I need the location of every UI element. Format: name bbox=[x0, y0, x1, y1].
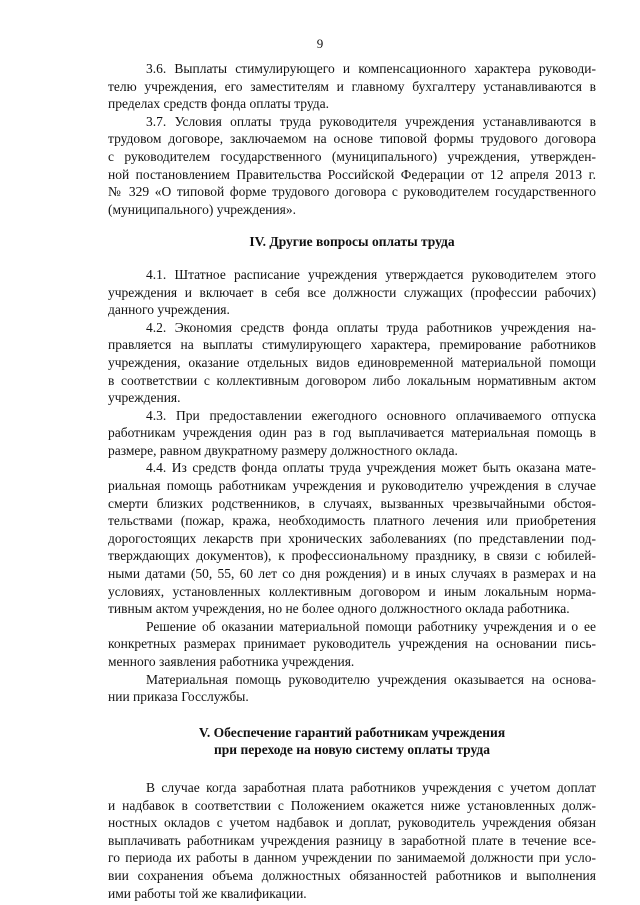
paragraph-line: учреждения и включает в себя все должности служащих (профессии рабочих) bbox=[108, 284, 596, 300]
paragraph-line: 4.2. Экономия средств фонда оплаты труда работников учреждения на- bbox=[146, 319, 596, 335]
paragraph-line: тивным актом учреждения, но не более одного должностного оклада работника. bbox=[108, 601, 570, 617]
paragraph-line: 4.1. Штатное расписание учреждения утверждается руководителем этого bbox=[146, 266, 596, 282]
paragraph-line: риальная помощь работникам учреждения и руководителю учреждения в случае bbox=[108, 478, 596, 494]
paragraph-line: конкретных размерах принимает руководитель учреждения на основании пись- bbox=[108, 636, 596, 652]
heading-line: при переходе на новую систему оплаты труда bbox=[214, 742, 490, 758]
paragraph-line: тельствами (пожар, кража, необходимость платного лечения или приобретения bbox=[108, 513, 596, 529]
paragraph-line: трудовом договоре, заключаемом на основе типовой формы трудового договора bbox=[108, 131, 596, 147]
paragraph-3-6 bbox=[108, 60, 596, 113]
paragraph-line: ими работы той же квалификации. bbox=[108, 885, 307, 901]
paragraph-line: выплачивать работникам учреждения разницу в заработной плате в течение все- bbox=[108, 832, 596, 848]
paragraph-line: Материальная помощь руководителю учреждения оказывается на основа- bbox=[146, 671, 596, 687]
paragraph-line: 4.3. При предоставлении ежегодного основного оплачиваемого отпуска bbox=[146, 407, 596, 423]
paragraph-line: В случае когда заработная плата работников учреждения с учетом доплат bbox=[146, 779, 596, 795]
paragraph-line: учреждения. bbox=[108, 390, 181, 406]
paragraph-3-7 bbox=[108, 113, 596, 219]
paragraph-line: ностных окладов с учетом надбавок и доплат, руководитель учреждения обязан bbox=[108, 815, 596, 831]
paragraph-line: смерти близких родственников, в случаях, вызванных чрезвычайными обстоя- bbox=[108, 495, 596, 511]
paragraph-line: № 329 «О типовой форме трудового договора с руководителем государственного bbox=[108, 184, 596, 200]
paragraph-line: Решение об оказании материальной помощи работнику учреждения и о ее bbox=[146, 618, 596, 634]
paragraph-line: размере, равном двукратному размеру должностного оклада. bbox=[108, 442, 458, 458]
document-body bbox=[108, 60, 596, 902]
paragraph-line: телю учреждения, его заместителям и главному бухгалтеру устанавливаются в bbox=[108, 78, 596, 94]
paragraph-line: пределах средств фонда оплаты труда. bbox=[108, 96, 329, 112]
heading-line: V. Обеспечение гарантий работникам учреждения bbox=[198, 724, 506, 740]
paragraph-4-2 bbox=[108, 319, 596, 407]
paragraph-decision bbox=[108, 618, 596, 671]
paragraph-4-4 bbox=[108, 459, 596, 617]
paragraph-5-1 bbox=[108, 779, 596, 902]
paragraph-line: ными датами (50, 55, 60 лет со дня рождения) и в иных случаях в размерах и на bbox=[108, 566, 596, 582]
paragraph-line: учреждения, оказание отдельных видов единовременной материальной помощи bbox=[108, 354, 596, 370]
heading-line: IV. Другие вопросы оплаты труда bbox=[249, 234, 455, 250]
section-5-heading bbox=[108, 724, 596, 759]
paragraph-line: нии приказа Госслужбы. bbox=[108, 689, 249, 705]
paragraph-line: ной постановлением Правительства Российской Федерации от 12 апреля 2013 г. bbox=[108, 166, 596, 182]
paragraph-line: работникам учреждения один раз в год выплачивается материальная помощь в bbox=[108, 425, 596, 441]
paragraph-line: го периода их работы в данном учреждении по занимаемой должности при усло- bbox=[108, 850, 596, 866]
paragraph-line: с руководителем государственного (муниципального) учреждения, утвержден- bbox=[108, 148, 596, 164]
paragraph-line: тверждающих документов), к профессиональному празднику, в связи с юбилей- bbox=[108, 548, 596, 564]
paragraph-line: менного заявления работника учреждения. bbox=[108, 654, 355, 669]
paragraph-line: 3.6. Выплаты стимулирующего и компенсационного характера руководи- bbox=[146, 61, 596, 76]
paragraph-4-3 bbox=[108, 407, 596, 460]
section-4-heading bbox=[108, 233, 596, 251]
paragraph-line: правляется на выплаты стимулирующего характера, премирование работников bbox=[108, 337, 596, 353]
paragraph-line: вии сохранения объема должностных обязанностей работников и выполнения bbox=[108, 867, 596, 883]
paragraph-line: 4.4. Из средств фонда оплаты труда учреждения может быть оказана мате- bbox=[146, 460, 596, 476]
paragraph-line: данного учреждения. bbox=[108, 302, 230, 318]
paragraph-director-aid bbox=[108, 671, 596, 706]
paragraph-line: в соответствии с коллективным договором либо локальным нормативным актом bbox=[108, 372, 596, 388]
paragraph-line: (муниципального) учреждения». bbox=[108, 201, 296, 217]
paragraph-4-1 bbox=[108, 266, 596, 319]
paragraph-line: и надбавок в соответствии с Положением окажется ниже установленных долж- bbox=[108, 797, 596, 813]
paragraph-line: дорогостоящих лекарств при хронических заболеваниях (по представлении под- bbox=[108, 530, 596, 546]
page-number: 9 bbox=[316, 36, 324, 51]
paragraph-line: условиях, установленных коллективным договором и иным локальным норма- bbox=[108, 583, 596, 599]
paragraph-line: 3.7. Условия оплаты труда руководителя учреждения устанавливаются в bbox=[146, 113, 596, 129]
